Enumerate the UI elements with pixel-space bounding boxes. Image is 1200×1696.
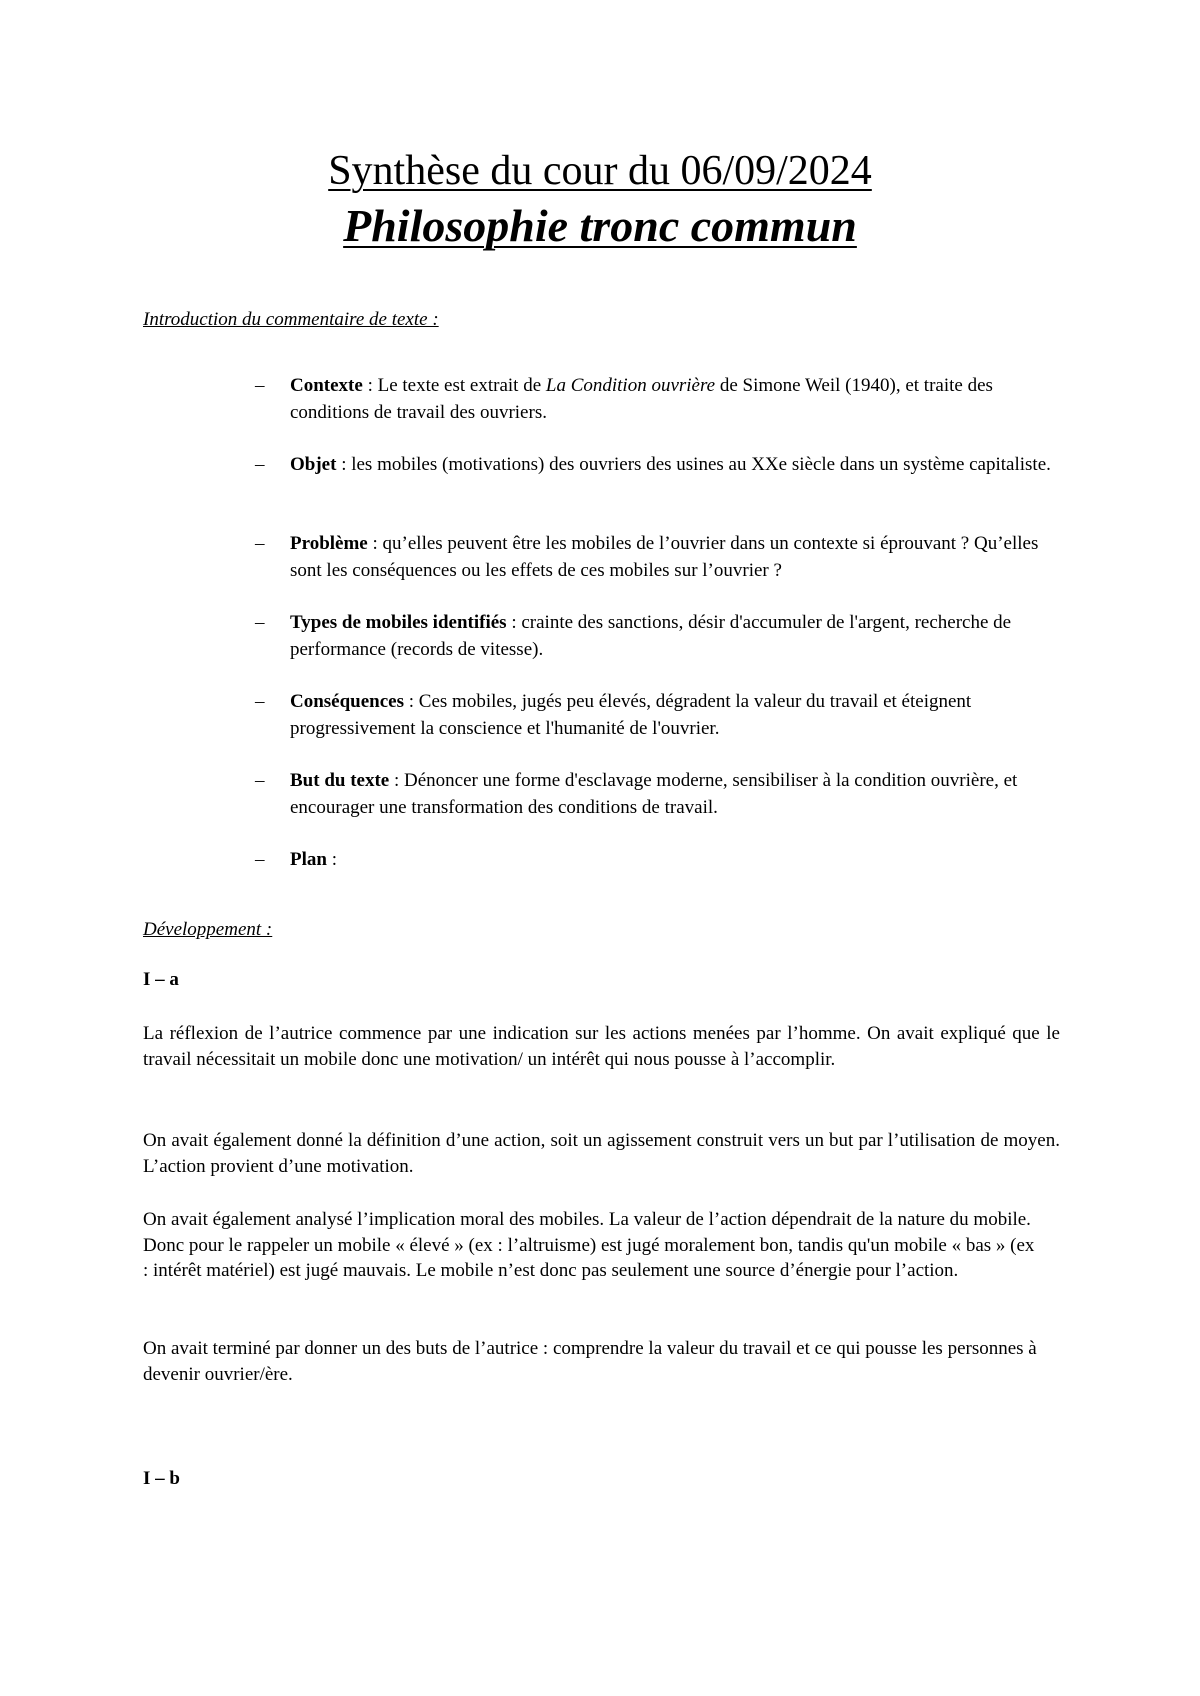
list-dash: –: [255, 691, 265, 712]
paragraph: La réflexion de l’autrice commence par une indication sur les actions menées par l’homme. On avait expliqué que le travail nécessitait un mobile donc une motivation/ un intérêt qui nous pousse à l’accomplir.: [143, 1023, 1060, 1070]
list-item-text: : qu’elles peuvent être les mobiles de l’ouvrier dans un contexte si éprouvant ? Qu’elles sont les conséquences ou les effets de ces mobiles sur l’ouvrier ?: [290, 533, 1039, 581]
list-item-label: Conséquences: [290, 691, 405, 712]
list-dash: –: [255, 375, 265, 396]
book-title: La Condition ouvrière: [545, 375, 716, 396]
list-item-text: : Ces mobiles, jugés peu élevés, dégradent la valeur du travail et éteignent progressivement la conscience et l'humanité de l'ouvrier.: [290, 691, 972, 739]
document-subtitle: Philosophie tronc commun: [343, 200, 857, 251]
list-item-label: Types de mobiles identifiés: [290, 612, 507, 633]
list-item-label: Plan: [290, 849, 327, 870]
list-item-text: : les mobiles (motivations) des ouvriers des usines au XXe siècle dans un système capitaliste.: [336, 454, 1051, 475]
paragraph: On avait également donné la définition d’une action, soit un agissement construit vers un but par l’utilisation de moyen. L’action provient d’une motivation.: [143, 1130, 1060, 1177]
list-item-probleme: [290, 530, 1060, 584]
list-item-label: Objet: [290, 454, 337, 475]
list-item-contexte: [290, 372, 1060, 426]
list-dash: –: [255, 612, 265, 633]
list-dash: –: [255, 849, 265, 870]
introduction-heading: Introduction du commentaire de texte :: [143, 309, 439, 330]
list-item-but-du-texte: [290, 767, 1060, 821]
paragraph: On avait également analysé l’implication moral des mobiles. La valeur de l’action dépendrait de la nature du mobile. Donc pour le rappeler un mobile « élevé » (ex : l’altruisme) est jugé moralement bon, tandis qu'un mobile « bas » (ex : intérêt matériel) est jugé mauvais. Le mobile n’est donc pas seulement une source d’énergie pour l’action.: [143, 1209, 1035, 1281]
document-title: Synthèse du cour du 06/09/2024: [328, 148, 872, 194]
development-heading: Développement :: [143, 919, 273, 940]
paragraph: On avait terminé par donner un des buts de l’autrice : comprendre la valeur du travail et ce qui pousse les personnes à devenir ouvrier/ère.: [143, 1338, 1037, 1385]
list-item-text: : crainte des sanctions, désir d'accumuler de l'argent, recherche de performance (records de vitesse).: [290, 612, 1012, 660]
list-item-label: Contexte: [290, 375, 363, 396]
list-dash: –: [255, 454, 265, 475]
list-item-objet: [290, 451, 1060, 478]
list-item-types-de-mobiles: [290, 609, 1060, 663]
part-ib-label: I – b: [143, 1468, 180, 1489]
list-dash: –: [255, 770, 265, 791]
list-item-text: : Dénoncer une forme d'esclavage moderne, sensibiliser à la condition ouvrière, et encourager une transformation des conditions de travail.: [290, 770, 1018, 818]
list-item-plan: [290, 846, 1060, 873]
list-item-label: Problème: [290, 533, 368, 554]
list-item-label: But du texte: [290, 770, 390, 791]
list-item-text: de Simone Weil (1940), et traite des conditions de travail des ouvriers.: [290, 375, 993, 423]
list-item-consequences: [290, 688, 1060, 742]
part-ia-label: I – a: [143, 969, 179, 990]
list-item-text: : Le texte est extrait de: [362, 375, 546, 396]
list-item-text: :: [326, 849, 337, 870]
list-dash: –: [255, 533, 265, 554]
